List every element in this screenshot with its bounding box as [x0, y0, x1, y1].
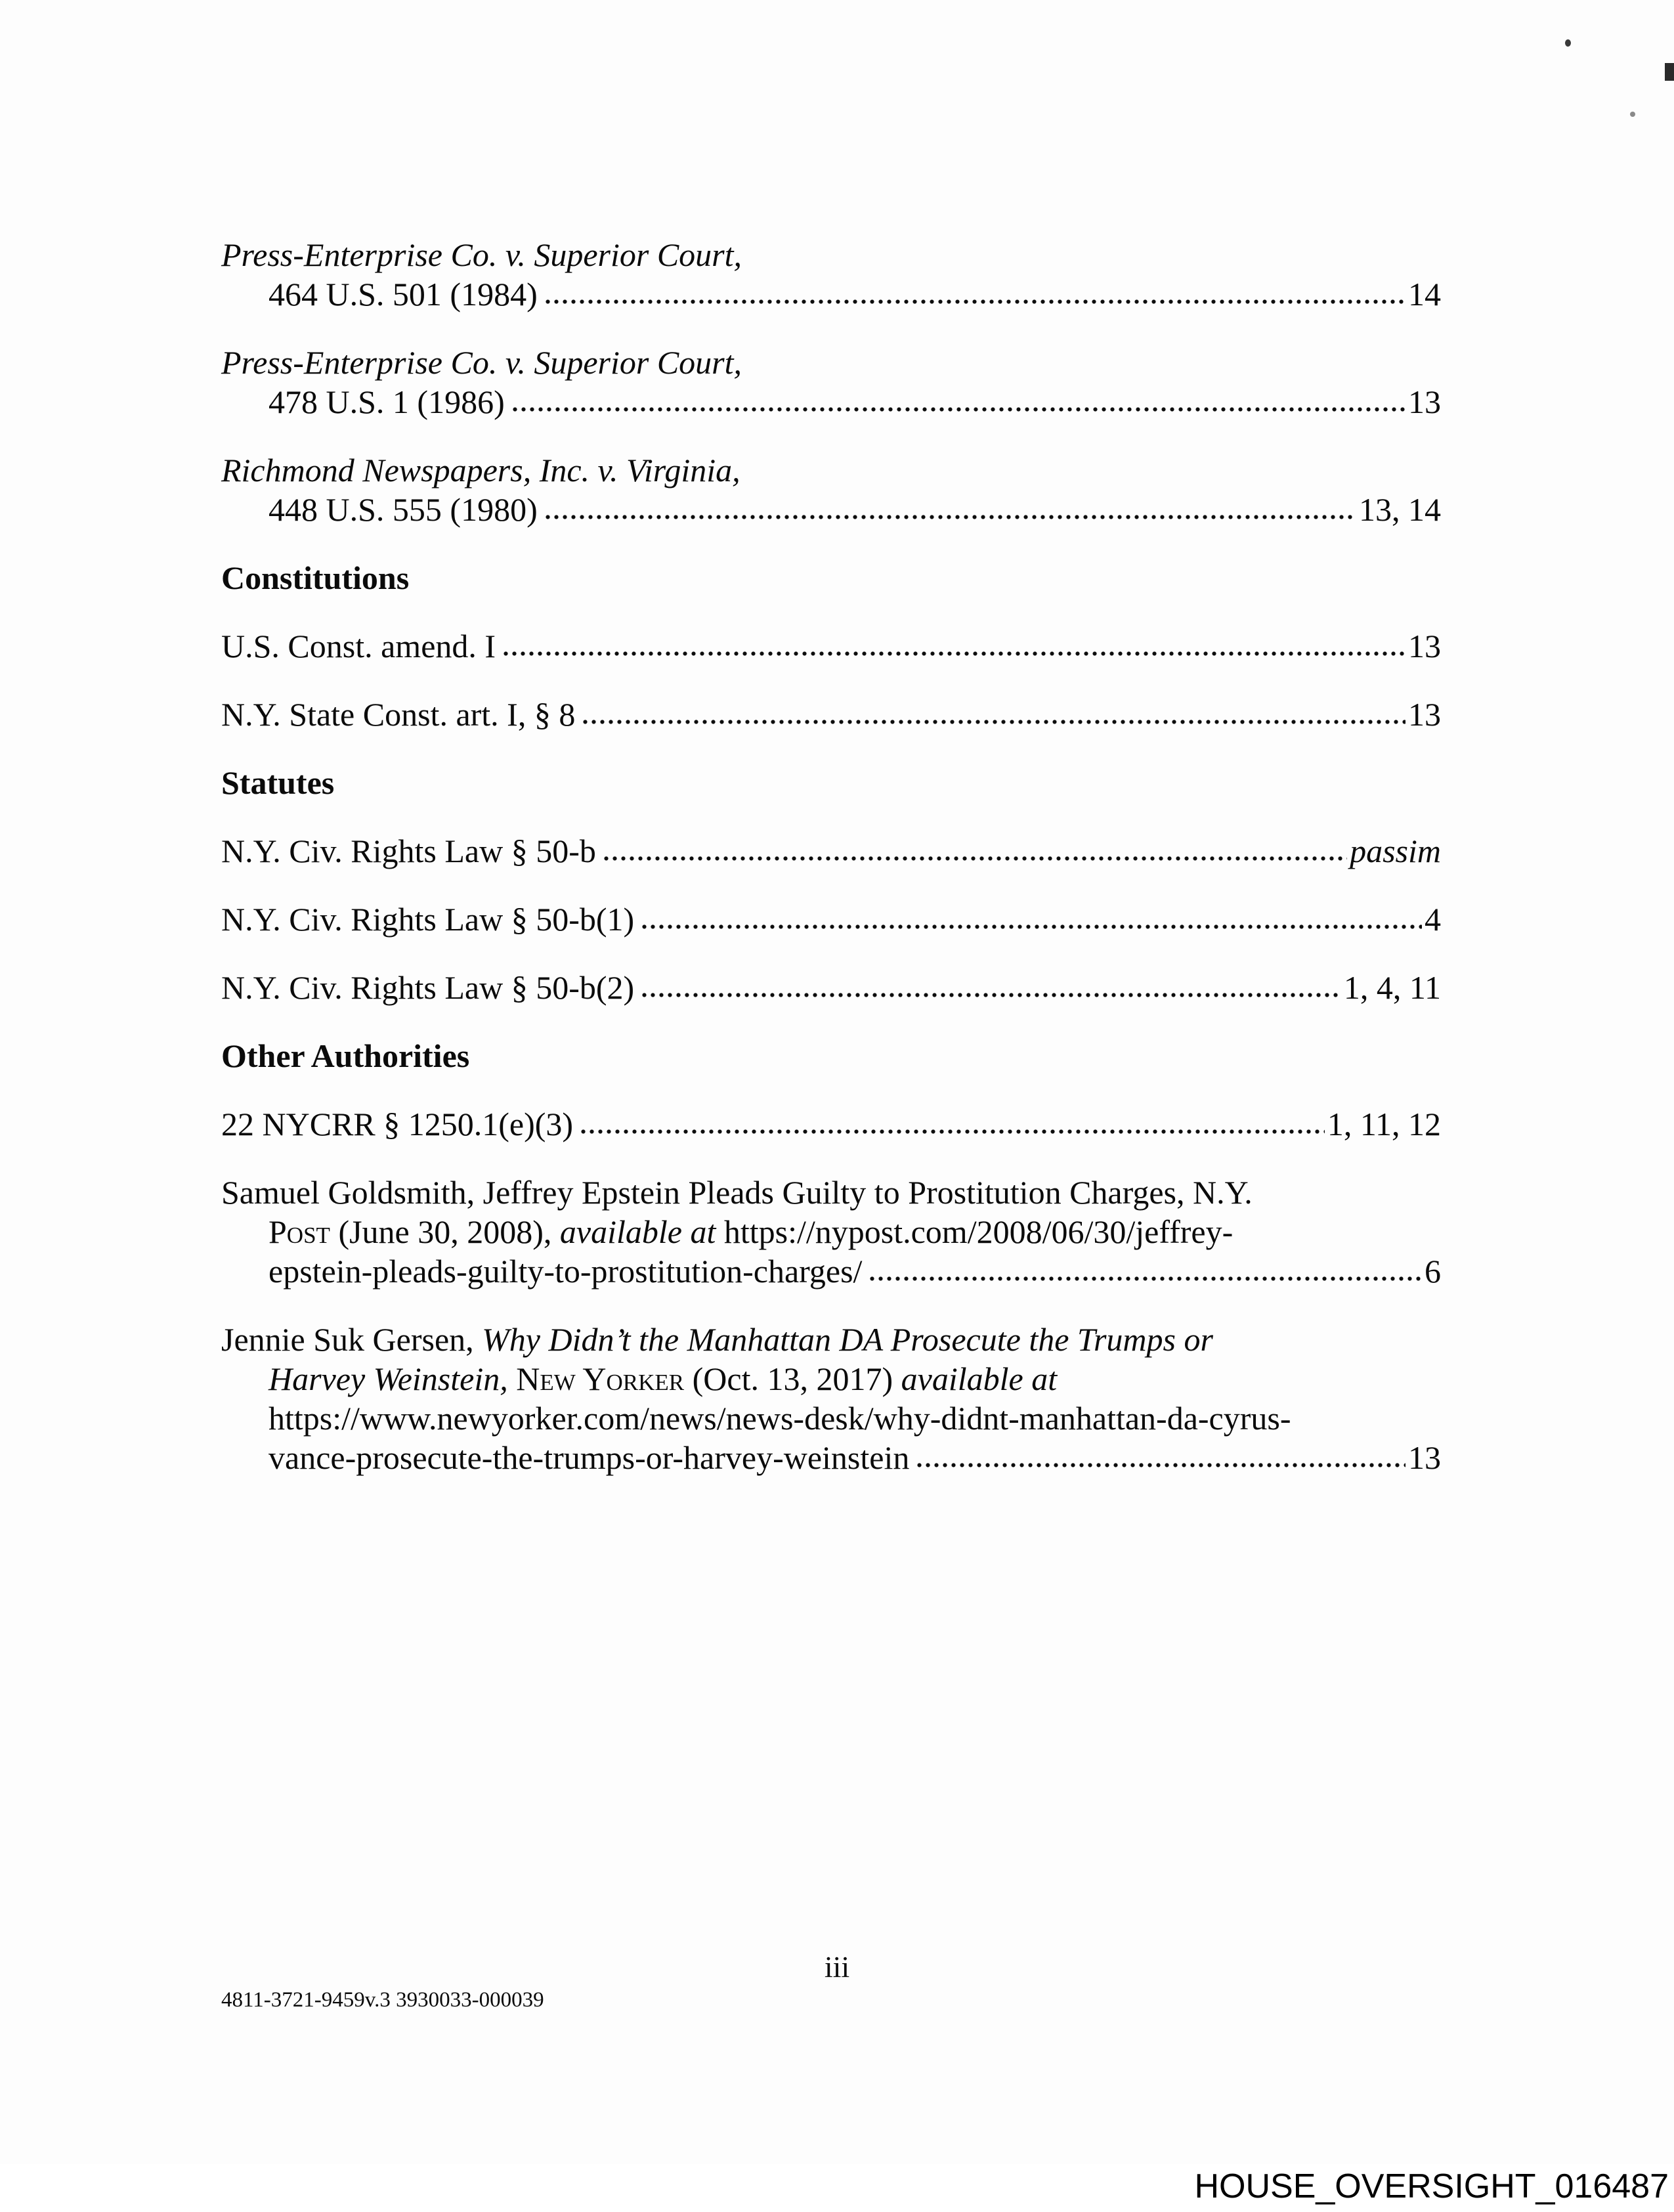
toa-entry-goldsmith-article — [221, 1173, 1441, 1291]
section-heading-statutes: Statutes — [221, 764, 335, 801]
case-name: Press-Enterprise Co. v. Superior Court, — [221, 236, 742, 273]
authority-line — [221, 1212, 1441, 1251]
leader-dots — [582, 718, 1406, 726]
page-reference-passim: passim — [1350, 833, 1441, 869]
authority-line — [221, 1251, 1441, 1291]
scan-speck — [1630, 112, 1635, 117]
article-url: https://nypost.com/2008/06/30/jeffrey- — [716, 1213, 1234, 1250]
bates-stamp: HOUSE_OVERSIGHT_016487 — [1194, 2167, 1669, 2205]
scan-speck — [1565, 39, 1571, 47]
page-reference: 13 — [1408, 628, 1441, 664]
leader-dots — [603, 855, 1347, 862]
scan-edge-artifact — [1665, 63, 1674, 81]
section-heading-constitutions: Constitutions — [221, 559, 410, 596]
author-name: Jennie Suk Gersen, — [221, 1321, 483, 1358]
toa-entry-case — [221, 235, 1441, 314]
authority-line — [221, 1399, 1441, 1438]
publication-date: (June 30, 2008), — [330, 1213, 560, 1250]
toa-entry-constitution — [221, 695, 1441, 734]
toa-entry-constitution — [221, 626, 1441, 666]
page-reference: 13, 14 — [1359, 491, 1441, 528]
publication-name: New Yorker — [516, 1360, 685, 1397]
leader-dots — [511, 406, 1406, 413]
case-cite-line — [221, 490, 1441, 529]
leader-dots — [502, 650, 1406, 657]
leader-dots — [544, 298, 1406, 305]
authority-text: U.S. Const. amend. I — [221, 628, 496, 664]
available-at-label: available at — [559, 1213, 716, 1250]
toa-entry-statute — [221, 831, 1441, 871]
article-title: Why Didn’t the Manhattan DA Prosecute the Trumps or — [482, 1321, 1213, 1358]
leader-dots — [580, 1128, 1325, 1135]
available-at-label: available at — [901, 1360, 1058, 1397]
toa-entry-statute — [221, 900, 1441, 939]
case-cite-line — [221, 274, 1441, 314]
case-name: Press-Enterprise Co. v. Superior Court, — [221, 344, 742, 381]
authority-text: N.Y. Civ. Rights Law § 50-b(1) — [221, 901, 635, 938]
article-url: https://www.newyorker.com/news/news-desk/why-didnt-manhattan-da-cyrus- — [268, 1400, 1291, 1437]
toa-entry-case — [221, 450, 1441, 529]
case-name: Richmond Newspapers, Inc. v. Virginia, — [221, 452, 740, 488]
authority-line — [221, 1320, 1441, 1359]
leader-dots — [641, 923, 1422, 930]
page-reference: 4 — [1425, 901, 1441, 938]
case-citation: 478 U.S. 1 (1986) — [268, 383, 505, 420]
article-url: vance-prosecute-the-trumps-or-harvey-weinstein — [268, 1439, 910, 1476]
page-reference: 1, 4, 11 — [1343, 969, 1441, 1006]
page-reference: 13 — [1408, 1439, 1441, 1476]
page-reference: 1, 11, 12 — [1327, 1106, 1441, 1142]
page-reference: 14 — [1408, 276, 1441, 313]
toa-entry-case — [221, 343, 1441, 422]
page-number: iii — [824, 1950, 850, 1984]
leader-dots — [641, 991, 1341, 999]
authority-line — [221, 1359, 1441, 1399]
page-reference: 13 — [1408, 383, 1441, 420]
case-citation: 448 U.S. 555 (1980) — [268, 491, 538, 528]
authority-line: Samuel Goldsmith, Jeffrey Epstein Pleads Guilty to Prostitution Charges, N.Y. — [221, 1174, 1253, 1211]
toa-entry-nycrr — [221, 1104, 1441, 1144]
publication-name: Post — [268, 1213, 330, 1250]
authority-text: N.Y. Civ. Rights Law § 50-b — [221, 833, 596, 869]
page-reference: 13 — [1408, 696, 1441, 733]
article-url: epstein-pleads-guilty-to-prostitution-charges/ — [268, 1253, 863, 1290]
case-citation: 464 U.S. 501 (1984) — [268, 276, 538, 313]
leader-dots — [544, 513, 1356, 521]
authority-line — [221, 1438, 1441, 1477]
authority-text: N.Y. State Const. art. I, § 8 — [221, 696, 576, 733]
publication-date: (Oct. 13, 2017) — [684, 1360, 901, 1397]
document-id-footer: 4811-3721-9459v.3 3930033-000039 — [221, 1988, 544, 2012]
section-heading-other-authorities: Other Authorities — [221, 1037, 470, 1074]
article-title: Harvey Weinstein, — [268, 1360, 517, 1397]
authority-text: N.Y. Civ. Rights Law § 50-b(2) — [221, 969, 635, 1006]
case-cite-line — [221, 382, 1441, 422]
toa-entry-gersen-article — [221, 1320, 1441, 1477]
authority-text: 22 NYCRR § 1250.1(e)(3) — [221, 1106, 574, 1142]
leader-dots — [869, 1275, 1422, 1282]
leader-dots — [916, 1462, 1406, 1469]
table-of-authorities — [221, 235, 1441, 1506]
page-reference: 6 — [1425, 1253, 1441, 1290]
toa-entry-statute — [221, 968, 1441, 1007]
